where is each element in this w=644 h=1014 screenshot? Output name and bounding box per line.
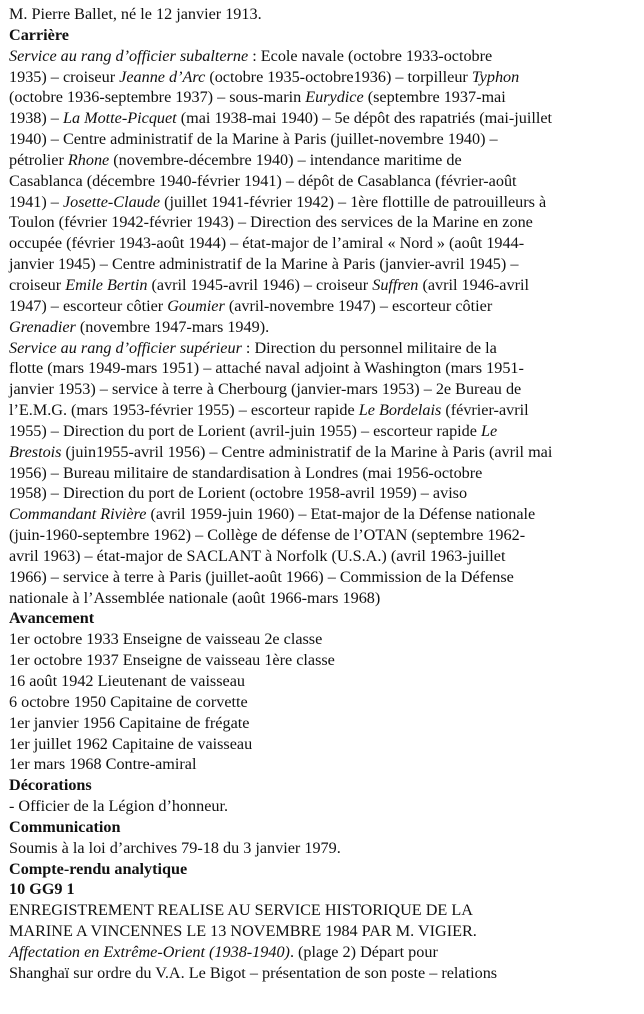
ship-name: Brestois bbox=[9, 442, 62, 461]
text-line: Service au rang d’officier supérieur : Direction du personnel militaire de la bbox=[9, 338, 497, 357]
service-label: Service au rang d’officier subalterne bbox=[9, 46, 249, 65]
text-line: Service au rang d’officier subalterne : Ecole navale (octobre 1933-octobre bbox=[9, 46, 493, 65]
text-line: 1955) – Direction du port de Lorient (avril-juin 1955) – escorteur rapide Le bbox=[9, 421, 498, 440]
text-line: ENREGISTREMENT REALISE AU SERVICE HISTORIQUE DE LA bbox=[9, 901, 473, 920]
communication-text: Soumis à la loi d’archives 79-18 du 3 janvier 1979. bbox=[9, 838, 341, 857]
ship-name: Le Bordelais bbox=[358, 401, 442, 420]
text-line: Brestois (juin1955-avril 1956) – Centre administratif de la Marine à Paris (avril mai bbox=[9, 442, 553, 461]
text-line: 1935) – croiseur Jeanne d’Arc (octobre 1935-octobre1936) – torpilleur Typhon bbox=[9, 67, 520, 86]
section-officier-subalterne bbox=[9, 46, 630, 338]
ship-name: Eurydice bbox=[305, 88, 364, 107]
text-line: 1940) – Centre administratif de la Marine à Paris (juillet-novembre 1940) – bbox=[9, 130, 498, 149]
section-officier-superieur bbox=[9, 338, 630, 609]
ship-name: Jeanne d’Arc bbox=[119, 67, 206, 86]
avancement-list bbox=[9, 629, 630, 775]
ship-name: Rhone bbox=[67, 150, 110, 169]
service-label: Service au rang d’officier supérieur bbox=[9, 338, 242, 357]
heading-compte-rendu: Compte-rendu analytique bbox=[9, 859, 188, 878]
text-line: Commandant Rivière (avril 1959-juin 1960) – Etat-major de la Défense nationale bbox=[9, 505, 536, 524]
text-line: 1956) – Bureau militaire de standardisation à Londres (mai 1956-octobre bbox=[9, 463, 483, 482]
list-item: 1er janvier 1956 Capitaine de frégate bbox=[9, 713, 250, 732]
text-line: Shanghaï sur ordre du V.A. Le Bigot – présentation de son poste – relations bbox=[9, 963, 498, 982]
text-line: janvier 1953) – service à terre à Cherbourg (janvier-mars 1953) – 2e Bureau de bbox=[9, 380, 522, 399]
ship-name: La Motte-Picquet bbox=[62, 109, 177, 128]
text-line: Toulon (février 1942-février 1943) – Direction des services de la Marine en zone bbox=[9, 213, 533, 232]
topic-title: Affectation en Extrême-Orient (1938-1940) bbox=[9, 942, 290, 961]
list-item: 1er octobre 1937 Enseigne de vaisseau 1ère classe bbox=[9, 651, 335, 670]
text-line: 1941) – Josette-Claude (juillet 1941-février 1942) – 1ère flottille de patrouilleurs à bbox=[9, 192, 547, 211]
text-line: 1938) – La Motte-Picquet (mai 1938-mai 1940) – 5e dépôt des rapatriés (mai-juillet bbox=[9, 109, 553, 128]
text-line: flotte (mars 1949-mars 1951) – attaché naval adjoint à Washington (mars 1951- bbox=[9, 359, 524, 378]
text-line: MARINE A VINCENNES LE 13 NOVEMBRE 1984 PAR M. VIGIER. bbox=[9, 922, 477, 941]
heading-avancement: Avancement bbox=[9, 609, 95, 628]
text-line: nationale à l’Assemblée nationale (août 1966-mars 1968) bbox=[9, 588, 381, 607]
heading-carriere: Carrière bbox=[9, 25, 69, 44]
text-line: (octobre 1936-septembre 1937) – sous-marin Eurydice (septembre 1937-mai bbox=[9, 88, 506, 107]
text-line: 1947) – escorteur côtier Goumier (avril-novembre 1947) – escorteur côtier bbox=[9, 296, 493, 315]
text-line: 1958) – Direction du port de Lorient (octobre 1958-avril 1959) – aviso bbox=[9, 484, 468, 503]
intro-line: M. Pierre Ballet, né le 12 janvier 1913. bbox=[9, 5, 262, 23]
list-item: 1er juillet 1962 Capitaine de vaisseau bbox=[9, 734, 253, 753]
heading-communication: Communication bbox=[9, 817, 121, 836]
list-item: 16 août 1942 Lieutenant de vaisseau bbox=[9, 672, 245, 690]
archive-code: 10 GG9 1 bbox=[9, 880, 75, 899]
decoration-item: - Officier de la Légion d’honneur. bbox=[9, 797, 229, 816]
text-line: occupée (février 1943-août 1944) – état-major de l’amiral « Nord » (août 1944- bbox=[9, 234, 525, 253]
ship-name: Suffren bbox=[372, 275, 419, 294]
text-line: pétrolier Rhone (novembre-décembre 1940) – intendance maritime de bbox=[9, 150, 462, 169]
ship-name: Grenadier bbox=[9, 317, 76, 336]
ship-name: Typhon bbox=[471, 67, 520, 86]
text-line: croiseur Emile Bertin (avril 1945-avril 1946) – croiseur Suffren (avril 1946-avril bbox=[9, 275, 529, 294]
ship-name: Josette-Claude bbox=[62, 192, 161, 211]
text-line: avril 1963) – état-major de SACLANT à Norfolk (U.S.A.) (avril 1963-juillet bbox=[9, 546, 506, 565]
ship-name: Emile Bertin bbox=[65, 275, 148, 294]
ship-name: Goumier bbox=[167, 296, 225, 315]
ship-name: Le bbox=[481, 421, 498, 440]
list-item: 1er mars 1968 Contre-amiral bbox=[9, 755, 197, 774]
text-line: (juin-1960-septembre 1962) – Collège de défense de l’OTAN (septembre 1962- bbox=[9, 526, 526, 545]
ship-name: Commandant Rivière bbox=[9, 505, 147, 524]
text-line: 1966) – service à terre à Paris (juillet-août 1966) – Commission de la Défense bbox=[9, 567, 514, 586]
text-line: l’E.M.G. (mars 1953-février 1955) – escorteur rapide Le Bordelais (février-avril bbox=[9, 401, 529, 420]
list-item: 6 octobre 1950 Capitaine de corvette bbox=[9, 692, 248, 711]
heading-decorations: Décorations bbox=[9, 776, 92, 795]
text-line: Affectation en Extrême-Orient (1938-1940). (plage 2) Départ pour bbox=[9, 942, 438, 961]
text-line: Casablanca (décembre 1940-février 1941) – dépôt de Casablanca (février-août bbox=[9, 171, 517, 190]
list-item: 1er octobre 1933 Enseigne de vaisseau 2e classe bbox=[9, 630, 323, 649]
text-line: Grenadier (novembre 1947-mars 1949). bbox=[9, 317, 270, 336]
text-line: janvier 1945) – Centre administratif de la Marine à Paris (janvier-avril 1945) – bbox=[9, 255, 519, 274]
